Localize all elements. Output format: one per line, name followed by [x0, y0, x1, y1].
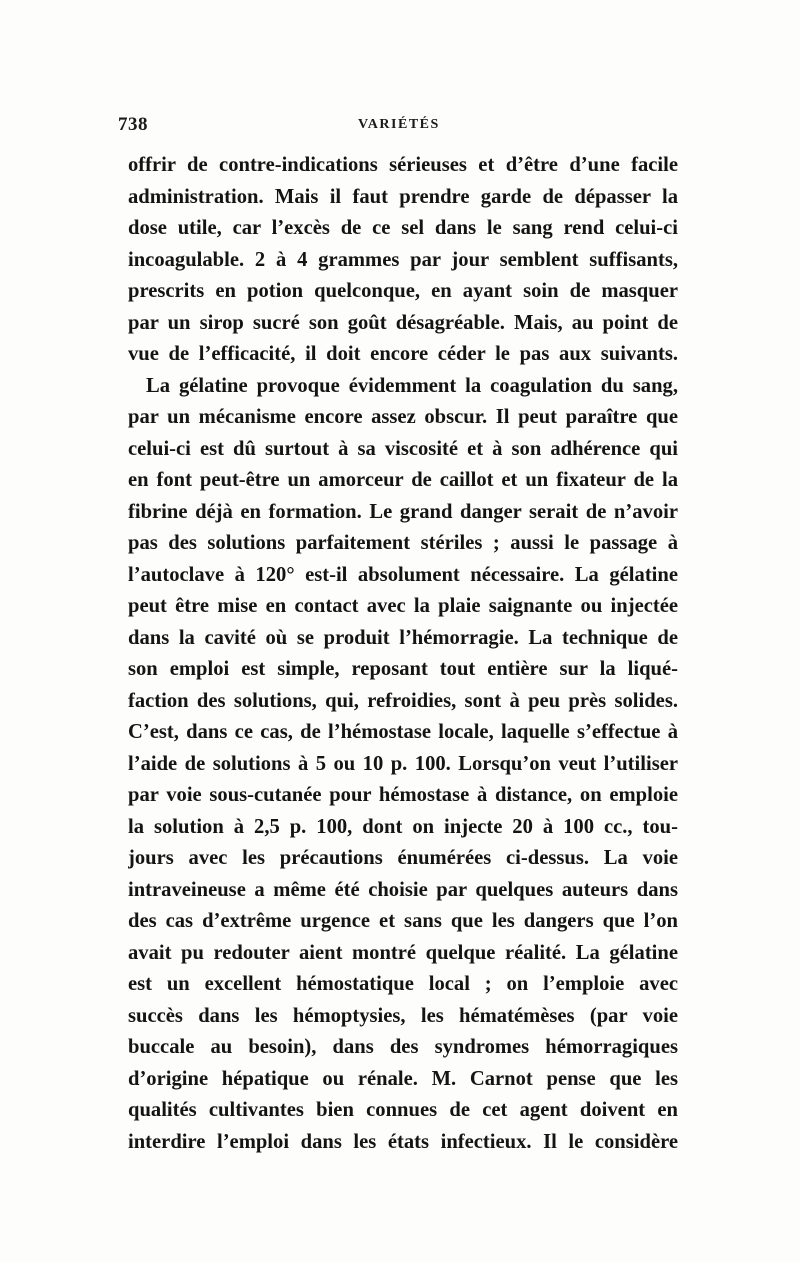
text-line: C’est, dans ce cas, de l’hémostase locale, laquelle s’effectue à [128, 721, 678, 743]
text-line: interdire l’emploi dans les états infectieux. Il le considère [128, 1130, 678, 1153]
text-line: l’autoclave à 120° est-il absolument nécessaire. La gélatine [128, 563, 678, 586]
text-line: vue de l’efficacité, il doit encore céder le pas aux suivants. [128, 343, 678, 365]
text-line: intraveineuse a même été choisie par quelques auteurs dans [128, 878, 678, 901]
text-line: dose utile, car l’excès de ce sel dans le sang rend celui-ci [128, 217, 678, 239]
text-line: faction des solutions, qui, refroidies, sont à peu près solides. [128, 689, 678, 712]
text-line: par un mécanisme encore assez obscur. Il peut paraître que [128, 406, 678, 428]
text-line: avait pu redouter aient montré quelque réalité. La gélatine [128, 941, 678, 964]
text-line: La gélatine provoque évidemment la coagulation du sang, [146, 374, 678, 397]
text-line: jours avec les précautions énumérées ci-dessus. La voie [128, 847, 678, 869]
running-head: VARIÉTÉS [358, 117, 440, 132]
text-line: pas des solutions parfaitement stériles ; aussi le passage à [128, 532, 678, 554]
text-line: incoagulable. 2 à 4 grammes par jour semblent suffisants, [128, 248, 678, 271]
page-number: 738 [118, 114, 148, 135]
text-line: offrir de contre-indications sérieuses et d’être d’une facile [128, 154, 678, 176]
text-line: est un excellent hémostatique local ; on l’emploie avec [128, 973, 678, 995]
body-text [128, 150, 678, 1158]
text-line: celui-ci est dû surtout à sa viscosité et à son adhérence qui [128, 437, 678, 460]
text-line: qualités cultivantes bien connues de cet agent doivent en [128, 1099, 678, 1121]
text-line: son emploi est simple, reposant tout entière sur la liqué- [128, 658, 678, 680]
text-line: des cas d’extrême urgence et sans que les dangers que l’on [128, 910, 678, 932]
text-line: peut être mise en contact avec la plaie saignante ou injectée [128, 595, 678, 617]
text-line: fibrine déjà en formation. Le grand danger serait de n’avoir [128, 500, 678, 523]
text-line: administration. Mais il faut prendre garde de dépasser la [128, 185, 678, 208]
text-line: dans la cavité où se produit l’hémorragie. La technique de [128, 626, 678, 649]
text-line: prescrits en potion quelconque, en ayant soin de masquer [128, 280, 678, 302]
page-header [118, 114, 678, 140]
text-line: par un sirop sucré son goût désagréable. Mais, au point de [128, 311, 678, 334]
text-line: succès dans les hémoptysies, les hématémèses (par voie [128, 1004, 678, 1027]
text-line: la solution à 2,5 p. 100, dont on injecte 20 à 100 cc., tou- [128, 815, 678, 838]
text-line: l’aide de solutions à 5 ou 10 p. 100. Lorsqu’on veut l’utiliser [128, 752, 678, 775]
text-line: d’origine hépatique ou rénale. M. Carnot pense que les [128, 1067, 678, 1090]
text-line: par voie sous-cutanée pour hémostase à distance, on emploie [128, 784, 678, 806]
text-line: en font peut-être un amorceur de caillot et un fixateur de la [128, 469, 678, 491]
text-line: buccale au besoin), dans des syndromes hémorragiques [128, 1036, 678, 1058]
